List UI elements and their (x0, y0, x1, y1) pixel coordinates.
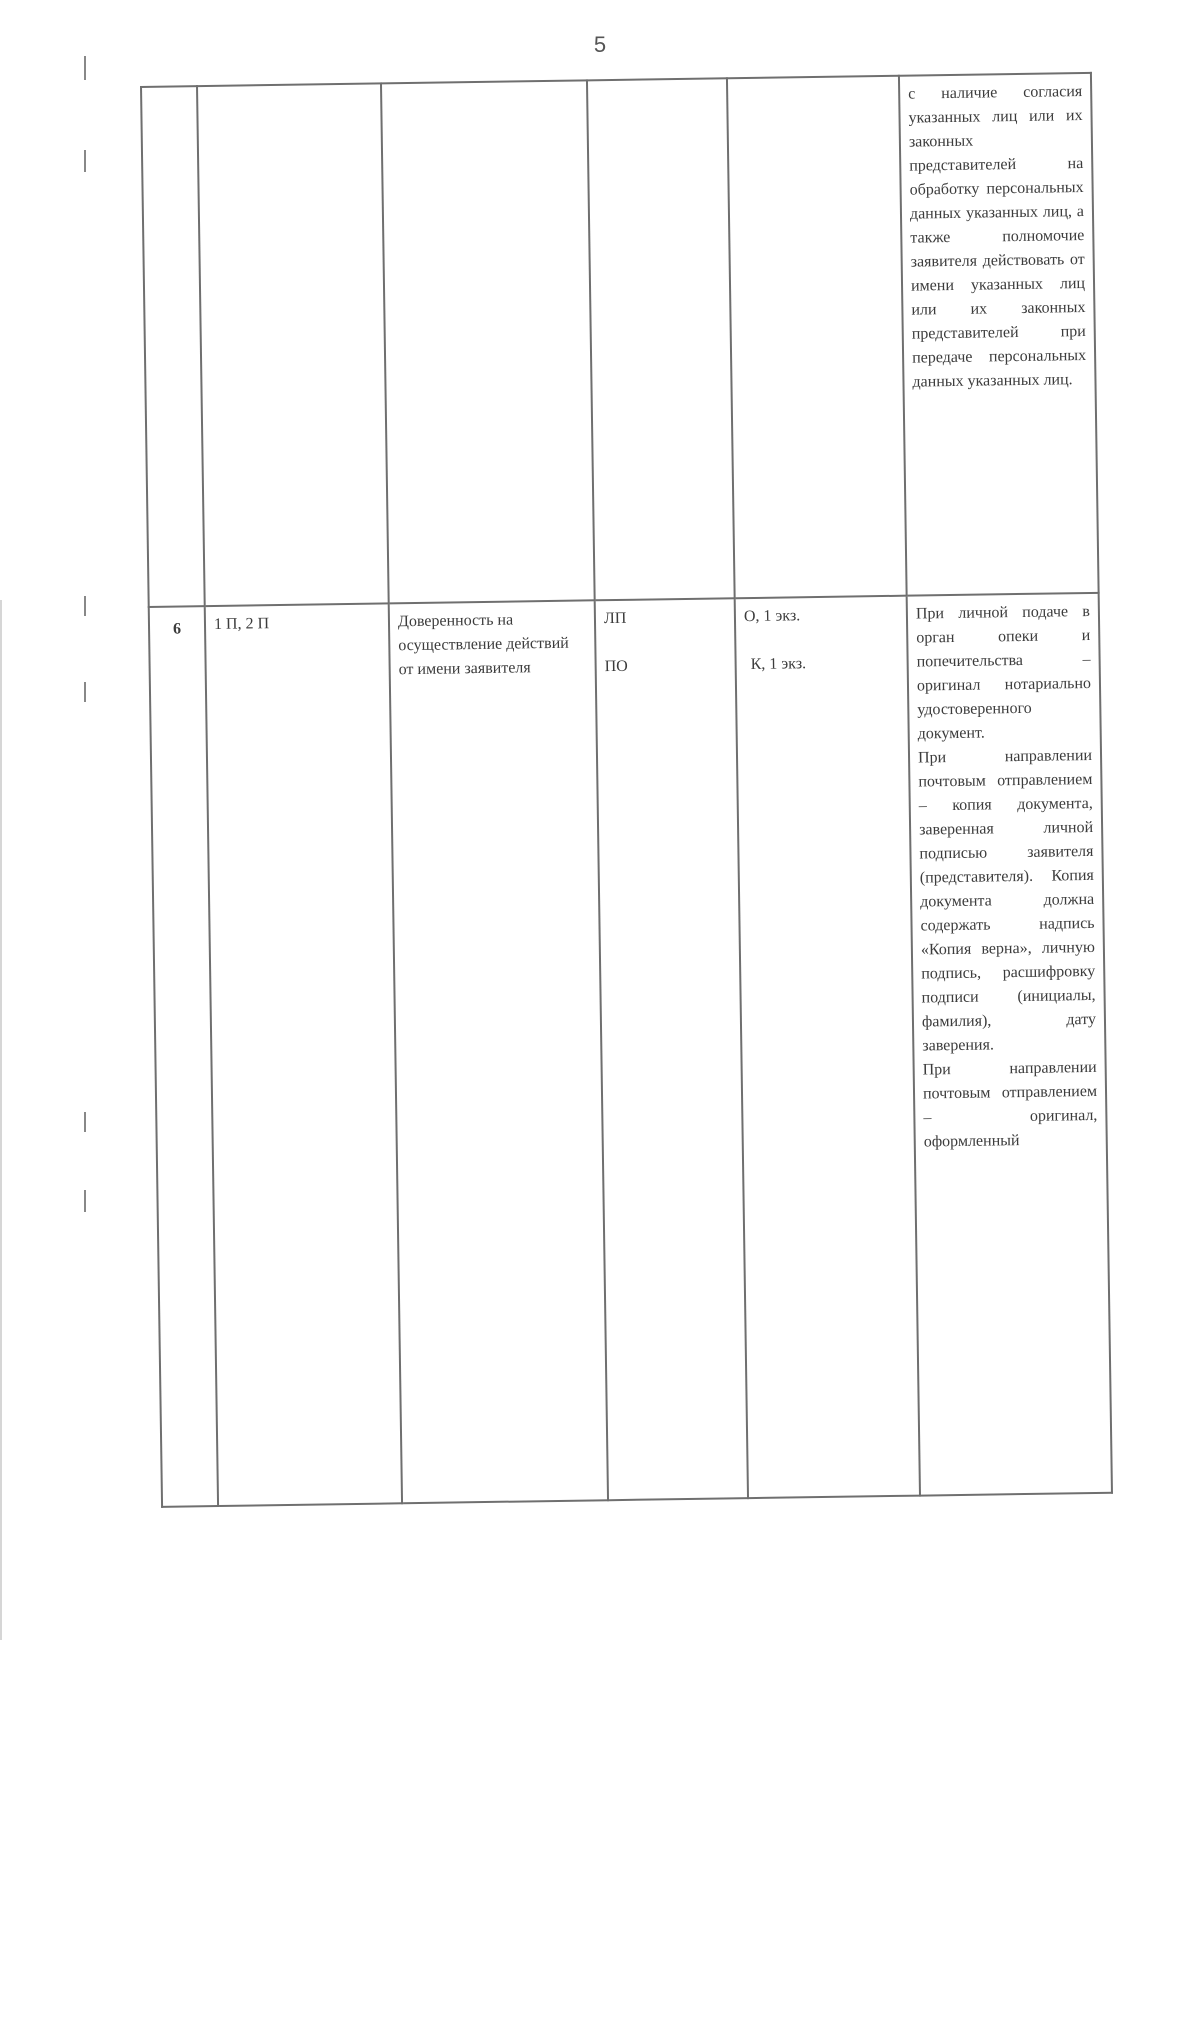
cell-form (727, 76, 907, 598)
cell-method (587, 78, 735, 600)
cell-notes (907, 593, 1112, 1496)
form-copy: К, 1 экз. (750, 655, 807, 674)
cell-form (735, 596, 920, 1498)
cell-method (595, 598, 748, 1500)
document-table-wrapper (140, 72, 1111, 1506)
method-in-person: ЛП (603, 609, 627, 628)
notes-paragraph: При личной подаче в орган опеки и попечительства – оригинал нотариально удостоверенного документ. (915, 602, 1092, 743)
margin-mark (84, 1112, 86, 1132)
notes-paragraph: При направлении почтовым отправлением – оригинал, оформленный (922, 1058, 1098, 1151)
cell-categories (197, 83, 389, 606)
table-row (141, 73, 1099, 607)
margin-mark (84, 150, 86, 172)
notes-text: с наличие согласия указанных лиц или их законных представителей на обработку персональных данных указанных лиц, а также полномочие заявителя действовать от имени указанных лиц или их законных представителей при передаче персональных данных указанных лиц. (908, 83, 1087, 391)
form-original: О, 1 экз. (743, 607, 801, 626)
scan-edge (0, 600, 2, 1640)
method-by-post: ПО (604, 657, 628, 676)
margin-mark (84, 56, 86, 80)
cell-categories: 1 П, 2 П (205, 603, 402, 1506)
document-table (140, 72, 1113, 1508)
page-number: 5 (593, 32, 607, 57)
table-row (149, 593, 1112, 1507)
cell-number: 6 (149, 606, 218, 1507)
cell-number (141, 86, 205, 607)
notes-paragraph: При направлении почтовым отправлением – копия документа, заверенная личной подписью заявителя (представителя). Копия документа должна содержать надпись «Копия верна», личную подпись, расшифровку подписи (инициалы, фамилия), дату заверения. (917, 746, 1097, 1055)
cell-document (381, 80, 595, 603)
margin-mark (84, 1190, 86, 1212)
cell-notes (899, 73, 1099, 596)
margin-mark (84, 682, 86, 702)
margin-mark (84, 596, 86, 616)
cell-document: Доверенность на осуществление действий от имени заявителя (389, 600, 608, 1503)
